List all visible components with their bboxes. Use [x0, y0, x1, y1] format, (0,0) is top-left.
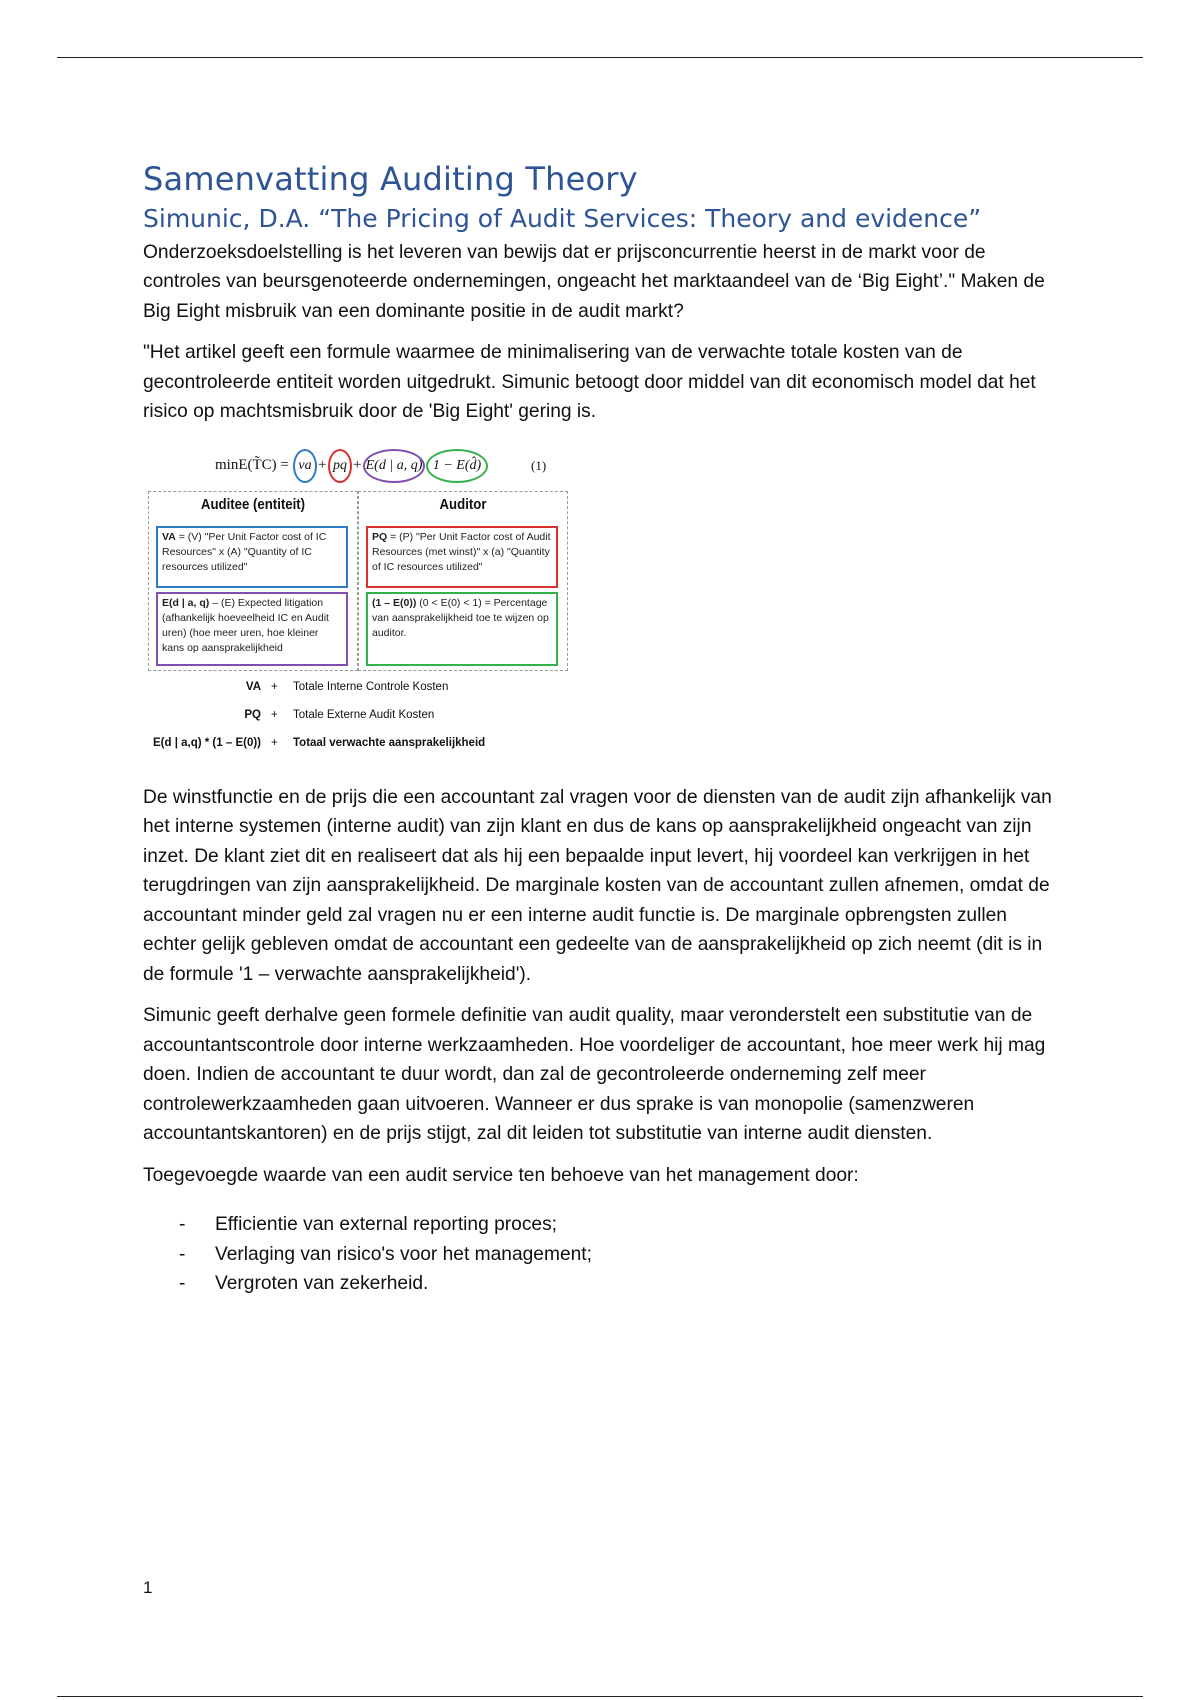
formula-term-pq: pq — [328, 449, 352, 483]
pq-definition-box — [366, 526, 558, 588]
formula-term-expected-litigation: E(d | a, q) — [363, 449, 425, 483]
pq-key: PQ — [372, 530, 388, 543]
auditee-panel — [148, 491, 358, 671]
formula-plus-1: + — [318, 456, 327, 473]
legend-value: Totaal verwachte aansprakelijkheid — [293, 736, 486, 749]
va-key: VA — [162, 530, 176, 543]
added-value-list — [143, 1210, 1063, 1299]
page-content — [143, 160, 1063, 1299]
page-number: 1 — [143, 1578, 153, 1597]
legend-row-pq — [143, 709, 583, 737]
list-item — [143, 1269, 1063, 1299]
va-definition-box — [156, 526, 348, 588]
top-rule — [57, 57, 1143, 58]
legend-row-liability — [143, 737, 583, 765]
legend-value: Totale Externe Audit Kosten — [293, 708, 435, 721]
list-item-text: Vergroten van zekerheid. — [215, 1273, 429, 1295]
liability-share-text: (0 < E(0) < 1) = Percentage van aansprakelijkheid toe te wijzen op auditor. — [372, 596, 549, 639]
paragraph-audit-quality: Simunic geeft derhalve geen formele definitie van audit quality, maar veronderstelt een substitutie van de accountantscontrole door interne werkzaamheden. Hoe voordeliger de accountant, hoe meer werk hij mag doen. Indien de accountant te duur wordt, dan zal de gecontroleerde onderneming zelf meer controlewerkzaamheden gaan uitvoeren. Wanneer er dus sprake is van monopolie (samenzweren accountantskantoren) en de prijs stijgt, zal dit leiden tot substitutie van interne audit diensten. — [143, 1005, 1046, 1145]
legend-row-va — [143, 681, 583, 709]
expected-litigation-text: – (E) Expected litigation (afhankelijk hoeveelheid IC en Audit uren) (hoe meer uren, hoe kleiner kans op aansprakelijkheid — [162, 596, 329, 654]
liability-share-box — [366, 592, 558, 666]
expected-litigation-box — [156, 592, 348, 666]
legend-marker: + — [271, 736, 278, 749]
paragraph-added-value: Toegevoegde waarde van een audit service ten behoeve van het management door: — [143, 1164, 859, 1186]
paragraph-objective: Onderzoeksdoelstelling is het leveren van bewijs dat er prijsconcurrentie heerst in de markt voor de controles van beursgenoteerde ondernemingen, ongeacht het marktaandeel van de ‘Big Eight’." Maken de Big Eight misbruik van een dominante positie in de audit markt? — [143, 241, 1045, 322]
auditor-heading: Auditor — [439, 495, 487, 513]
list-item — [143, 1240, 1063, 1270]
expected-litigation-key: E(d | a, q) — [162, 596, 210, 609]
legend-marker: + — [271, 680, 278, 693]
liability-share-key: (1 – E(0)) — [372, 596, 417, 609]
list-item-text: Verlaging van risico's voor het management; — [215, 1243, 592, 1265]
auditor-panel — [358, 491, 568, 671]
list-item — [143, 1210, 1063, 1240]
legend-key: VA — [245, 680, 261, 693]
legend-key: E(d | a,q) * (1 – E(0)) — [152, 736, 261, 749]
legend-key: PQ — [244, 708, 261, 721]
legend-value: Totale Interne Controle Kosten — [293, 680, 449, 693]
list-marker: - — [179, 1273, 186, 1295]
legend-marker: + — [271, 708, 278, 721]
bottom-rule — [57, 1696, 1143, 1697]
formula-term-one-minus-e: 1 − E(d̂) — [426, 449, 488, 483]
formula-number: (1) — [531, 457, 547, 473]
formula-legend — [143, 681, 583, 765]
cost-formula — [215, 445, 583, 489]
document-subtitle: Simunic, D.A. “The Pricing of Audit Services: Theory and evidence” — [143, 204, 982, 234]
va-text: = (V) "Per Unit Factor cost of IC Resources" x (A) "Quantity of IC resources utilized" — [162, 530, 327, 573]
list-item-text: Efficientie van external reporting proces; — [215, 1214, 558, 1236]
formula-term-va: va — [293, 449, 317, 483]
formula-plus-2: + — [353, 456, 362, 473]
paragraph-formula-intro: "Het artikel geeft een formule waarmee de minimalisering van de verwachte totale kosten van de gecontroleerde entiteit worden uitgedrukt. Simunic betoogt door middel van dit economisch model dat het risico op machtsmisbruik door de 'Big Eight' gering is. — [143, 342, 1036, 423]
formula-lhs: minE(T̃C) = — [215, 456, 289, 473]
paragraph-profit-function: De winstfunctie en de prijs die een accountant zal vragen voor de diensten van de audit zijn afhankelijk van het interne systemen (interne audit) van zijn klant en dus de kans op aansprakelijkheid ongeacht van zijn inzet. De klant ziet dit en realiseert dat als hij een bepaalde input levert, hij voordeel kan verkrijgen in het terugdringen van zijn aansprakelijkheid. De marginale kosten van de accountant zullen afnemen, omdat de accountant minder geld zal vragen nu er een interne audit functie is. De marginale opbrengsten zullen echter gelijk gebleven omdat de accountant een gedeelte van de aansprakelijkheid op zich neemt (dit is in de formule '1 – verwachte aansprakelijkheid'). — [143, 786, 1052, 985]
formula-figure — [143, 439, 583, 769]
pq-text: = (P) "Per Unit Factor cost of Audit Resources (met winst)" x (a) "Quantity of IC resources utilized" — [372, 530, 551, 573]
auditee-heading: Auditee (entiteit) — [200, 495, 306, 513]
list-marker: - — [179, 1214, 186, 1236]
list-marker: - — [179, 1243, 186, 1265]
document-title: Samenvatting Auditing Theory — [143, 160, 638, 198]
